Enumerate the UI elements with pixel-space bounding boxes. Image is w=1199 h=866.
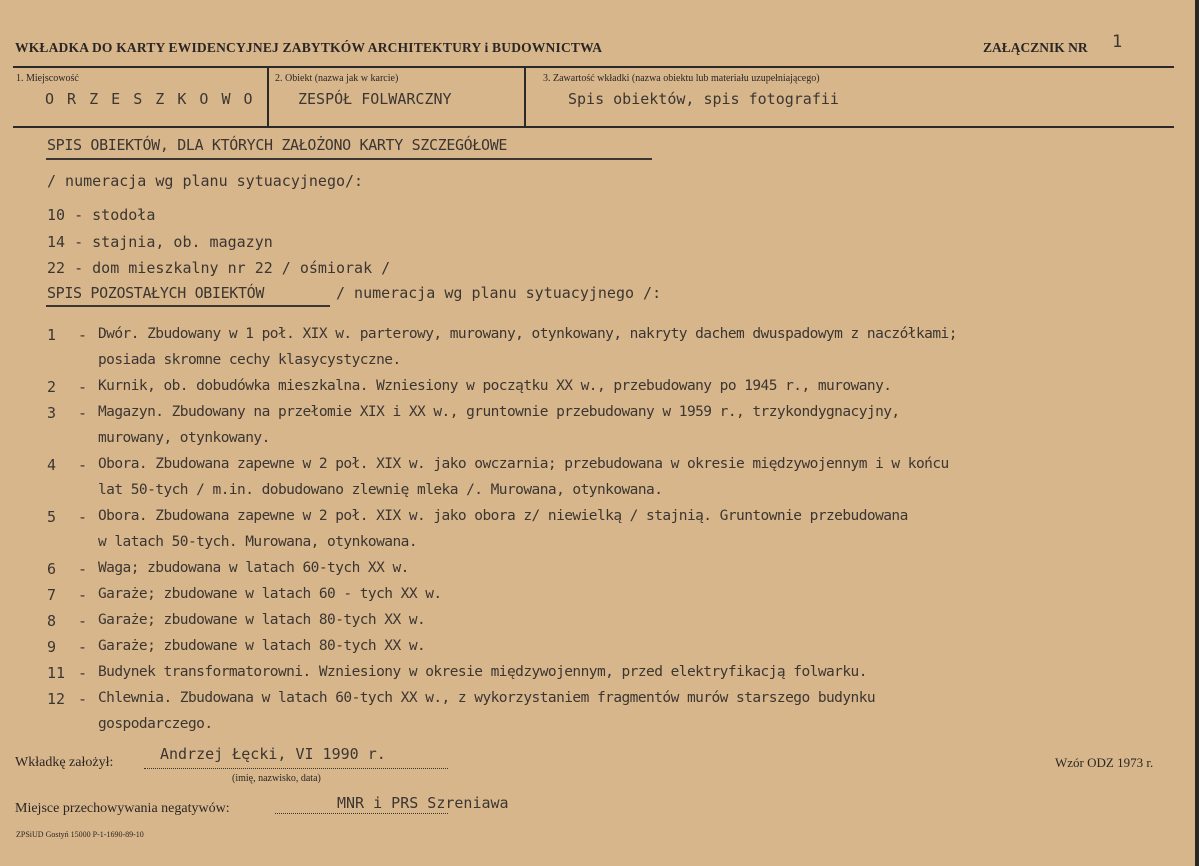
author-dotted-line (144, 768, 448, 769)
negatives-dotted-line (275, 813, 448, 814)
section1-item: 10 - stodoła (47, 206, 156, 224)
list-item (0, 482, 1190, 506)
content-value: Spis obiektów, spis fotografii (568, 90, 839, 108)
item-text: Kurnik, ob. dobudówka mieszkalna. Wzniesiony w początku XX w., przebudowany po 1945 r., murowany. (98, 378, 892, 394)
item-dash: - (78, 326, 88, 344)
item-text: Magazyn. Zbudowany na przełomie XIX i XX w., gruntownie przebudowany w 1959 r., trzykondygnacyjny, (98, 404, 900, 420)
section1-heading: SPIS OBIEKTÓW, DLA KTÓRYCH ZAŁOŻONO KARTY SZCZEGÓŁOWE (47, 136, 508, 154)
section1-item: 14 - stajnia, ob. magazyn (47, 233, 273, 251)
list-item (0, 664, 1190, 688)
item-number: 6 (47, 560, 57, 578)
field-divider-1 (267, 68, 269, 126)
section2-heading-underline (46, 305, 330, 307)
item-dash: - (78, 690, 88, 708)
item-dash: - (78, 508, 88, 526)
list-item (0, 586, 1190, 610)
content-label: 3. Zawartość wkładki (nazwa obiektu lub materiału uzupełniającego) (543, 73, 820, 84)
list-item (0, 456, 1190, 480)
item-text: Chlewnia. Zbudowana w latach 60-tych XX w., z wykorzystaniem fragmentów murów starszego budynku (98, 690, 876, 706)
negatives-label: Miejsce przechowywania negatywów: (15, 801, 230, 816)
item-number: 9 (47, 638, 57, 656)
item-dash: - (78, 638, 88, 656)
list-item (0, 638, 1190, 662)
header-rule-bottom (13, 126, 1174, 128)
printer-imprint: ZPSiUD Gostyń 15000 P-1-1690-89-10 (16, 830, 144, 839)
list-item (0, 534, 1190, 558)
item-text: w latach 50-tych. Murowana, otynkowana. (98, 534, 418, 550)
item-text: Obora. Zbudowana zapewne w 2 poł. XIX w. jako owczarnia; przebudowana w okresie międzywojennym i w końcu (98, 456, 949, 472)
card-title: WKŁADKA DO KARTY EWIDENCYJNEJ ZABYTKÓW ARCHITEKTURY i BUDOWNICTWA (15, 40, 603, 55)
item-text: Garaże; zbudowane w latach 80-tych XX w. (98, 638, 426, 654)
negatives-value: MNR i PRS Szreniawa (337, 794, 509, 812)
location-value: O R Z E S Z K O W O (45, 90, 255, 108)
object-value: ZESPÓŁ FOLWARCZNY (298, 90, 452, 108)
list-item (0, 690, 1190, 714)
item-number: 8 (47, 612, 57, 630)
section2-heading: SPIS POZOSTAŁYCH OBIEKTÓW (47, 284, 265, 302)
author-value: Andrzej Łęcki, VI 1990 r. (160, 745, 386, 763)
section2-note: / numeracja wg planu sytuacyjnego /: (336, 284, 662, 302)
item-text: lat 50-tych / m.in. dobudowano zlewnię mleka /. Murowana, otynkowana. (98, 482, 663, 498)
item-number: 12 (47, 690, 66, 708)
item-text: gospodarczego. (98, 716, 213, 732)
item-text: Garaże; zbudowane w latach 80-tych XX w. (98, 612, 426, 628)
item-number: 3 (47, 404, 57, 422)
item-text: Waga; zbudowana w latach 60-tych XX w. (98, 560, 409, 576)
item-text: murowany, otynkowany. (98, 430, 270, 446)
location-label: 1. Miejscowość (16, 73, 79, 84)
author-caption: (imię, nazwisko, data) (232, 773, 321, 784)
item-dash: - (78, 560, 88, 578)
item-text: Obora. Zbudowana zapewne w 2 poł. XIX w. jako obora z/ niewielką / stajnią. Gruntownie przebudowana (98, 508, 908, 524)
list-item (0, 430, 1190, 454)
item-number: 2 (47, 378, 57, 396)
item-text: Dwór. Zbudowany w 1 poł. XIX w. parterowy, murowany, otynkowany, nakryty dachem dwuspadowym z naczółkami; (98, 326, 957, 342)
item-text: Garaże; zbudowane w latach 60 - tych XX w. (98, 586, 442, 602)
form-code: Wzór ODZ 1973 r. (1055, 755, 1154, 770)
section1-note: / numeracja wg planu sytuacyjnego/: (47, 172, 364, 190)
field-divider-2 (524, 68, 526, 126)
item-number: 7 (47, 586, 57, 604)
item-dash: - (78, 664, 88, 682)
section1-item: 22 - dom mieszkalny nr 22 / ośmiorak / (47, 259, 391, 277)
item-number: 1 (47, 326, 57, 344)
card-edge (1195, 0, 1199, 866)
author-label: Wkładkę założył: (15, 755, 114, 770)
attachment-number: 1 (1112, 32, 1123, 52)
list-item (0, 404, 1190, 428)
item-text: posiada skromne cechy klasycystyczne. (98, 352, 401, 368)
item-number: 4 (47, 456, 57, 474)
item-text: Budynek transformatorowni. Wzniesiony w okresie międzywojennym, przed elektryfikacją folwarku. (98, 664, 867, 680)
list-item (0, 560, 1190, 584)
list-item (0, 326, 1190, 350)
list-item (0, 612, 1190, 636)
list-item (0, 378, 1190, 402)
item-dash: - (78, 612, 88, 630)
list-item (0, 716, 1190, 740)
list-item (0, 508, 1190, 532)
item-dash: - (78, 404, 88, 422)
item-dash: - (78, 586, 88, 604)
item-number: 5 (47, 508, 57, 526)
item-dash: - (78, 378, 88, 396)
list-item (0, 352, 1190, 376)
header-rule-top (13, 66, 1174, 68)
object-label: 2. Obiekt (nazwa jak w karcie) (275, 73, 399, 84)
item-dash: - (78, 456, 88, 474)
attachment-label: ZAŁĄCZNIK NR (983, 40, 1088, 55)
section1-heading-underline (46, 158, 652, 160)
item-number: 11 (47, 664, 66, 682)
